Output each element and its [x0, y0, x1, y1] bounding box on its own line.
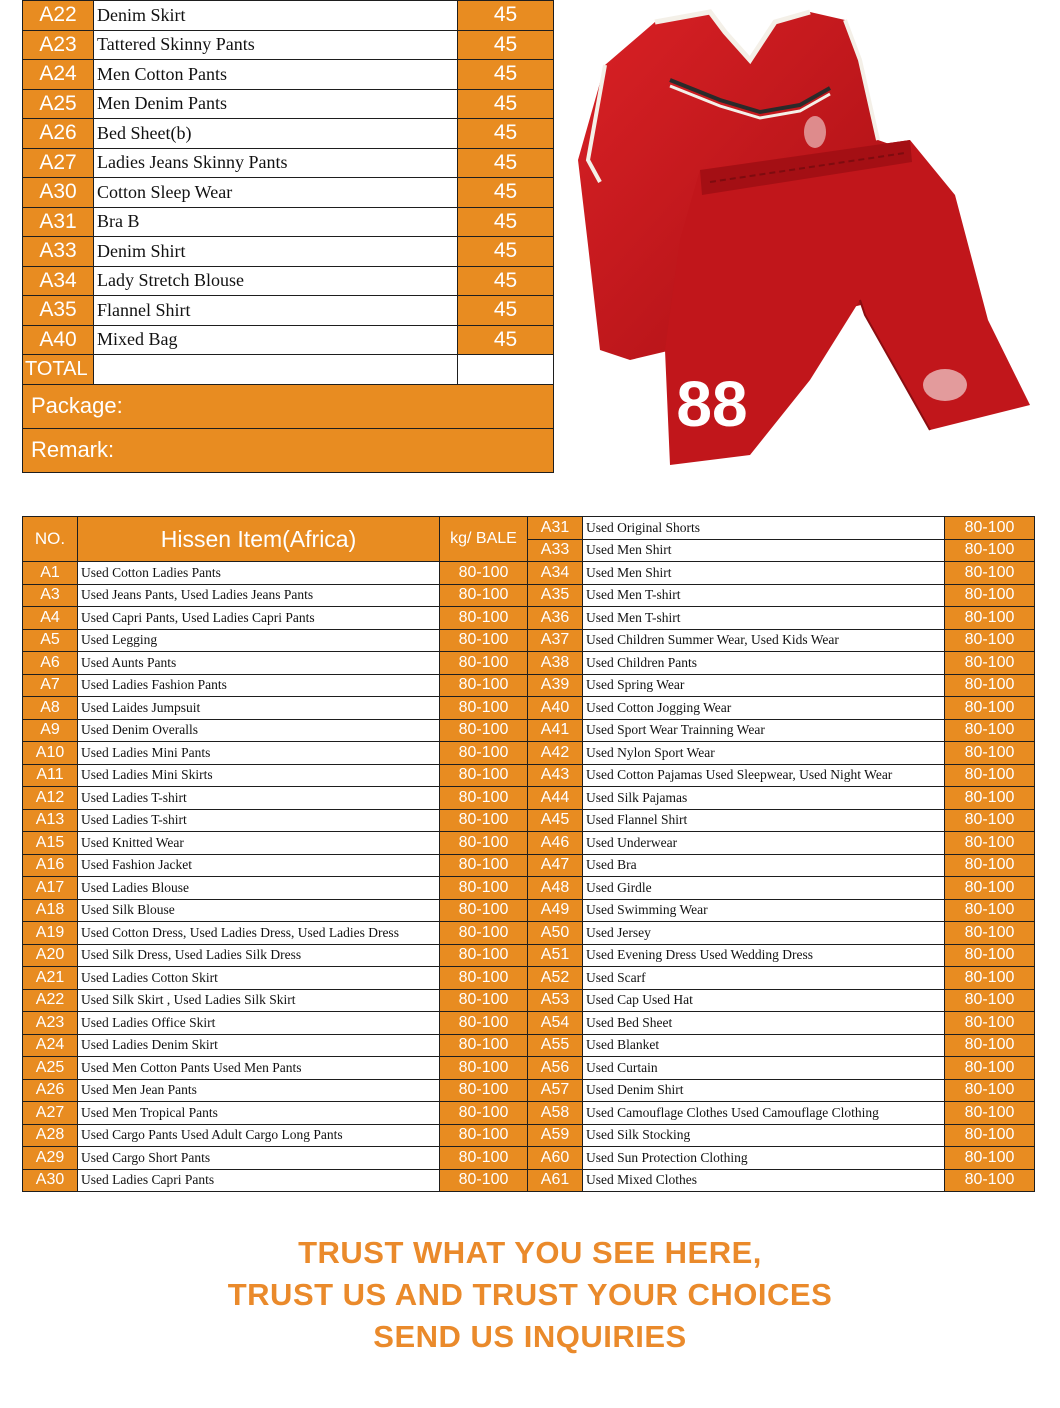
header-no: NO.	[23, 517, 78, 562]
item-name: Used Girdle	[583, 877, 945, 900]
item-name: Used Jeans Pants, Used Ladies Jeans Pants	[78, 584, 440, 607]
item-name: Used Denim Shirt	[583, 1079, 945, 1102]
order-row	[23, 325, 554, 355]
item-name: Used Flannel Shirt	[583, 809, 945, 832]
order-code: A22	[23, 1, 94, 31]
item-code: A11	[23, 764, 78, 787]
order-row	[23, 60, 554, 90]
item-weight: 80-100	[440, 1147, 528, 1170]
order-item-name: Lady Stretch Blouse	[94, 266, 458, 296]
price-row	[23, 944, 1035, 967]
item-name: Used Men Shirt	[583, 562, 945, 585]
item-weight: 80-100	[440, 1057, 528, 1080]
item-code: A7	[23, 674, 78, 697]
price-row	[23, 989, 1035, 1012]
item-weight: 80-100	[440, 652, 528, 675]
order-table	[22, 0, 554, 473]
item-code: A35	[528, 584, 583, 607]
item-weight: 80-100	[440, 629, 528, 652]
remark-row	[23, 428, 554, 472]
item-code: A26	[23, 1079, 78, 1102]
item-name: Used Ladies T-shirt	[78, 809, 440, 832]
order-quantity: 45	[458, 296, 554, 326]
price-row	[23, 742, 1035, 765]
order-row	[23, 296, 554, 326]
item-weight: 80-100	[945, 742, 1035, 765]
order-quantity: 45	[458, 30, 554, 60]
item-name: Used Bed Sheet	[583, 1012, 945, 1035]
remark-label: Remark:	[23, 428, 554, 472]
item-weight: 80-100	[945, 832, 1035, 855]
item-code: A10	[23, 742, 78, 765]
item-name: Used Knitted Wear	[78, 832, 440, 855]
item-name: Used Cargo Pants Used Adult Cargo Long Pants	[78, 1124, 440, 1147]
order-code: A40	[23, 325, 94, 355]
item-weight: 80-100	[945, 1057, 1035, 1080]
price-row	[23, 562, 1035, 585]
order-row	[23, 89, 554, 119]
item-code: A24	[23, 1034, 78, 1057]
item-weight: 80-100	[945, 787, 1035, 810]
item-code: A33	[528, 539, 583, 562]
item-name: Used Underwear	[583, 832, 945, 855]
order-quantity: 45	[458, 178, 554, 208]
item-weight: 80-100	[945, 697, 1035, 720]
price-row	[23, 607, 1035, 630]
item-weight: 80-100	[945, 719, 1035, 742]
item-code: A56	[528, 1057, 583, 1080]
item-code: A30	[23, 1169, 78, 1192]
item-name: Used Men Tropical Pants	[78, 1102, 440, 1125]
item-weight: 80-100	[945, 989, 1035, 1012]
item-name: Used Evening Dress Used Wedding Dress	[583, 944, 945, 967]
item-name: Used Jersey	[583, 922, 945, 945]
item-weight: 80-100	[945, 944, 1035, 967]
order-quantity: 45	[458, 89, 554, 119]
item-code: A40	[528, 697, 583, 720]
order-code: A27	[23, 148, 94, 178]
total-row	[23, 355, 554, 385]
price-row	[23, 719, 1035, 742]
order-quantity: 45	[458, 1, 554, 31]
item-weight: 80-100	[440, 1169, 528, 1192]
item-weight: 80-100	[440, 854, 528, 877]
item-name: Used Ladies Cotton Skirt	[78, 967, 440, 990]
item-code: A57	[528, 1079, 583, 1102]
item-name: Used Scarf	[583, 967, 945, 990]
item-weight: 80-100	[440, 832, 528, 855]
order-quantity: 45	[458, 119, 554, 149]
item-weight: 80-100	[945, 1169, 1035, 1192]
item-code: A15	[23, 832, 78, 855]
item-name: Used Cotton Pajamas Used Sleepwear, Used Night Wear	[583, 764, 945, 787]
item-code: A31	[528, 517, 583, 540]
order-code: A24	[23, 60, 94, 90]
order-row	[23, 207, 554, 237]
item-name: Used Ladies Mini Skirts	[78, 764, 440, 787]
item-weight: 80-100	[945, 899, 1035, 922]
order-row	[23, 237, 554, 267]
item-weight: 80-100	[945, 1079, 1035, 1102]
order-row	[23, 266, 554, 296]
item-weight: 80-100	[440, 989, 528, 1012]
item-name: Used Silk Dress, Used Ladies Silk Dress	[78, 944, 440, 967]
item-weight: 80-100	[440, 1034, 528, 1057]
item-code: A23	[23, 1012, 78, 1035]
item-weight: 80-100	[945, 1034, 1035, 1057]
order-quantity: 45	[458, 237, 554, 267]
price-row	[23, 809, 1035, 832]
item-name: Used Bra	[583, 854, 945, 877]
item-code: A53	[528, 989, 583, 1012]
jersey-number: 88	[676, 368, 748, 440]
item-code: A59	[528, 1124, 583, 1147]
price-row	[23, 584, 1035, 607]
item-weight: 80-100	[440, 719, 528, 742]
item-name: Used Ladies Mini Pants	[78, 742, 440, 765]
price-row	[23, 922, 1035, 945]
item-weight: 80-100	[945, 517, 1035, 540]
item-name: Used Ladies Fashion Pants	[78, 674, 440, 697]
item-code: A47	[528, 854, 583, 877]
item-code: A13	[23, 809, 78, 832]
order-row	[23, 119, 554, 149]
item-code: A61	[528, 1169, 583, 1192]
item-name: Used Men Shirt	[583, 539, 945, 562]
item-name: Used Ladies T-shirt	[78, 787, 440, 810]
price-row	[23, 1102, 1035, 1125]
price-row	[23, 832, 1035, 855]
item-weight: 80-100	[945, 922, 1035, 945]
item-name: Used Men Cotton Pants Used Men Pants	[78, 1057, 440, 1080]
item-code: A44	[528, 787, 583, 810]
item-code: A50	[528, 922, 583, 945]
item-weight: 80-100	[945, 629, 1035, 652]
item-code: A42	[528, 742, 583, 765]
price-row	[23, 787, 1035, 810]
item-weight: 80-100	[945, 967, 1035, 990]
header-item: Hissen Item(Africa)	[78, 517, 440, 562]
item-code: A20	[23, 944, 78, 967]
item-code: A8	[23, 697, 78, 720]
order-item-name: Denim Shirt	[94, 237, 458, 267]
item-name: Used Silk Blouse	[78, 899, 440, 922]
item-name: Used Legging	[78, 629, 440, 652]
item-code: A21	[23, 967, 78, 990]
item-weight: 80-100	[945, 1102, 1035, 1125]
item-name: Used Denim Overalls	[78, 719, 440, 742]
item-weight: 80-100	[440, 1102, 528, 1125]
item-weight: 80-100	[945, 764, 1035, 787]
item-weight: 80-100	[945, 539, 1035, 562]
item-code: A36	[528, 607, 583, 630]
item-name: Used Silk Skirt , Used Ladies Silk Skirt	[78, 989, 440, 1012]
price-row	[23, 1057, 1035, 1080]
item-name: Used Aunts Pants	[78, 652, 440, 675]
order-code: A34	[23, 266, 94, 296]
price-row	[23, 1034, 1035, 1057]
order-row	[23, 1, 554, 31]
item-name: Used Ladies Capri Pants	[78, 1169, 440, 1192]
item-name: Used Capri Pants, Used Ladies Capri Pants	[78, 607, 440, 630]
header-kg-bale: kg/ BALE	[440, 517, 528, 562]
order-item-name: Ladies Jeans Skinny Pants	[94, 148, 458, 178]
item-name: Used Nylon Sport Wear	[583, 742, 945, 765]
price-row	[23, 1012, 1035, 1035]
price-row	[23, 1169, 1035, 1192]
item-name: Used Curtain	[583, 1057, 945, 1080]
order-quantity: 45	[458, 207, 554, 237]
item-weight: 80-100	[945, 809, 1035, 832]
item-code: A38	[528, 652, 583, 675]
item-code: A29	[23, 1147, 78, 1170]
total-value	[94, 355, 458, 385]
price-row	[23, 967, 1035, 990]
item-code: A1	[23, 562, 78, 585]
item-weight: 80-100	[945, 877, 1035, 900]
item-name: Used Camouflage Clothes Used Camouflage Clothing	[583, 1102, 945, 1125]
package-row	[23, 384, 554, 428]
item-weight: 80-100	[945, 607, 1035, 630]
item-code: A6	[23, 652, 78, 675]
item-name: Used Cotton Ladies Pants	[78, 562, 440, 585]
order-code: A23	[23, 30, 94, 60]
item-code: A18	[23, 899, 78, 922]
item-weight: 80-100	[440, 944, 528, 967]
order-code: A33	[23, 237, 94, 267]
order-code: A35	[23, 296, 94, 326]
order-code: A30	[23, 178, 94, 208]
item-weight: 80-100	[945, 854, 1035, 877]
price-row	[23, 854, 1035, 877]
price-row	[23, 652, 1035, 675]
total-label: TOTAL	[23, 355, 94, 385]
item-name: Used Original Shorts	[583, 517, 945, 540]
order-row	[23, 148, 554, 178]
item-weight: 80-100	[440, 1124, 528, 1147]
price-row	[23, 674, 1035, 697]
item-code: A51	[528, 944, 583, 967]
item-code: A49	[528, 899, 583, 922]
item-name: Used Spring Wear	[583, 674, 945, 697]
item-weight: 80-100	[945, 652, 1035, 675]
order-code: A25	[23, 89, 94, 119]
item-weight: 80-100	[440, 787, 528, 810]
item-weight: 80-100	[440, 967, 528, 990]
order-item-name: Tattered Skinny Pants	[94, 30, 458, 60]
item-weight: 80-100	[440, 899, 528, 922]
price-row	[23, 697, 1035, 720]
item-code: A3	[23, 584, 78, 607]
price-row	[23, 877, 1035, 900]
item-code: A41	[528, 719, 583, 742]
item-weight: 80-100	[440, 562, 528, 585]
item-weight: 80-100	[440, 922, 528, 945]
item-name: Used Silk Pajamas	[583, 787, 945, 810]
total-quantity	[458, 355, 554, 385]
item-code: A19	[23, 922, 78, 945]
item-weight: 80-100	[440, 742, 528, 765]
order-row	[23, 30, 554, 60]
item-name: Used Cargo Short Pants	[78, 1147, 440, 1170]
item-weight: 80-100	[440, 764, 528, 787]
item-code: A43	[528, 764, 583, 787]
item-code: A60	[528, 1147, 583, 1170]
order-item-name: Flannel Shirt	[94, 296, 458, 326]
item-code: A39	[528, 674, 583, 697]
order-item-name: Men Denim Pants	[94, 89, 458, 119]
slogan-line-1: TRUST WHAT YOU SEE HERE,	[298, 1235, 762, 1270]
order-item-name: Men Cotton Pants	[94, 60, 458, 90]
item-code: A22	[23, 989, 78, 1012]
price-row	[23, 1124, 1035, 1147]
item-weight: 80-100	[945, 1012, 1035, 1035]
item-code: A16	[23, 854, 78, 877]
item-code: A37	[528, 629, 583, 652]
item-code: A17	[23, 877, 78, 900]
slogan-line-2: TRUST US AND TRUST YOUR CHOICES	[227, 1277, 833, 1312]
price-row	[23, 629, 1035, 652]
item-name: Used Sun Protection Clothing	[583, 1147, 945, 1170]
order-code: A31	[23, 207, 94, 237]
item-code: A46	[528, 832, 583, 855]
item-code: A45	[528, 809, 583, 832]
price-row	[23, 1079, 1035, 1102]
item-name: Used Ladies Office Skirt	[78, 1012, 440, 1035]
item-code: A34	[528, 562, 583, 585]
price-list-table	[22, 516, 1035, 1192]
item-weight: 80-100	[440, 877, 528, 900]
item-code: A27	[23, 1102, 78, 1125]
item-code: A54	[528, 1012, 583, 1035]
item-code: A48	[528, 877, 583, 900]
item-name: Used Ladies Denim Skirt	[78, 1034, 440, 1057]
order-item-name: Mixed Bag	[94, 325, 458, 355]
slogan-line-3: SEND US INQUIRIES	[373, 1319, 687, 1354]
order-item-name: Bed Sheet(b)	[94, 119, 458, 149]
item-name: Used Cotton Jogging Wear	[583, 697, 945, 720]
item-weight: 80-100	[440, 607, 528, 630]
item-name: Used Men T-shirt	[583, 584, 945, 607]
order-quantity: 45	[458, 266, 554, 296]
item-name: Used Ladies Blouse	[78, 877, 440, 900]
order-code: A26	[23, 119, 94, 149]
slogan	[0, 1232, 1060, 1358]
item-name: Used Cap Used Hat	[583, 989, 945, 1012]
price-row	[23, 764, 1035, 787]
item-code: A4	[23, 607, 78, 630]
item-weight: 80-100	[945, 674, 1035, 697]
order-quantity: 45	[458, 148, 554, 178]
price-row	[23, 899, 1035, 922]
item-name: Used Silk Stocking	[583, 1124, 945, 1147]
order-quantity: 45	[458, 325, 554, 355]
order-item-name: Denim Skirt	[94, 1, 458, 31]
price-row	[23, 1147, 1035, 1170]
item-weight: 80-100	[440, 674, 528, 697]
item-weight: 80-100	[440, 809, 528, 832]
item-name: Used Swimming Wear	[583, 899, 945, 922]
item-name: Used Fashion Jacket	[78, 854, 440, 877]
item-code: A9	[23, 719, 78, 742]
item-code: A52	[528, 967, 583, 990]
item-name: Used Laides Jumpsuit	[78, 697, 440, 720]
item-name: Used Children Summer Wear, Used Kids Wear	[583, 629, 945, 652]
item-weight: 80-100	[440, 584, 528, 607]
item-name: Used Children Pants	[583, 652, 945, 675]
item-weight: 80-100	[945, 584, 1035, 607]
item-name: Used Blanket	[583, 1034, 945, 1057]
item-weight: 80-100	[945, 562, 1035, 585]
item-weight: 80-100	[440, 697, 528, 720]
item-weight: 80-100	[440, 1079, 528, 1102]
item-code: A55	[528, 1034, 583, 1057]
package-label: Package:	[23, 384, 554, 428]
item-name: Used Cotton Dress, Used Ladies Dress, Used Ladies Dress	[78, 922, 440, 945]
order-item-name: Cotton Sleep Wear	[94, 178, 458, 208]
item-weight: 80-100	[945, 1147, 1035, 1170]
item-code: A12	[23, 787, 78, 810]
item-code: A28	[23, 1124, 78, 1147]
order-item-name: Bra B	[94, 207, 458, 237]
item-weight: 80-100	[440, 1012, 528, 1035]
item-name: Used Mixed Clothes	[583, 1169, 945, 1192]
order-quantity: 45	[458, 60, 554, 90]
item-code: A58	[528, 1102, 583, 1125]
item-code: A5	[23, 629, 78, 652]
order-row	[23, 178, 554, 208]
item-name: Used Men Jean Pants	[78, 1079, 440, 1102]
item-code: A25	[23, 1057, 78, 1080]
item-name: Used Sport Wear Trainning Wear	[583, 719, 945, 742]
item-name: Used Men T-shirt	[583, 607, 945, 630]
item-weight: 80-100	[945, 1124, 1035, 1147]
product-photo	[560, 0, 1040, 485]
